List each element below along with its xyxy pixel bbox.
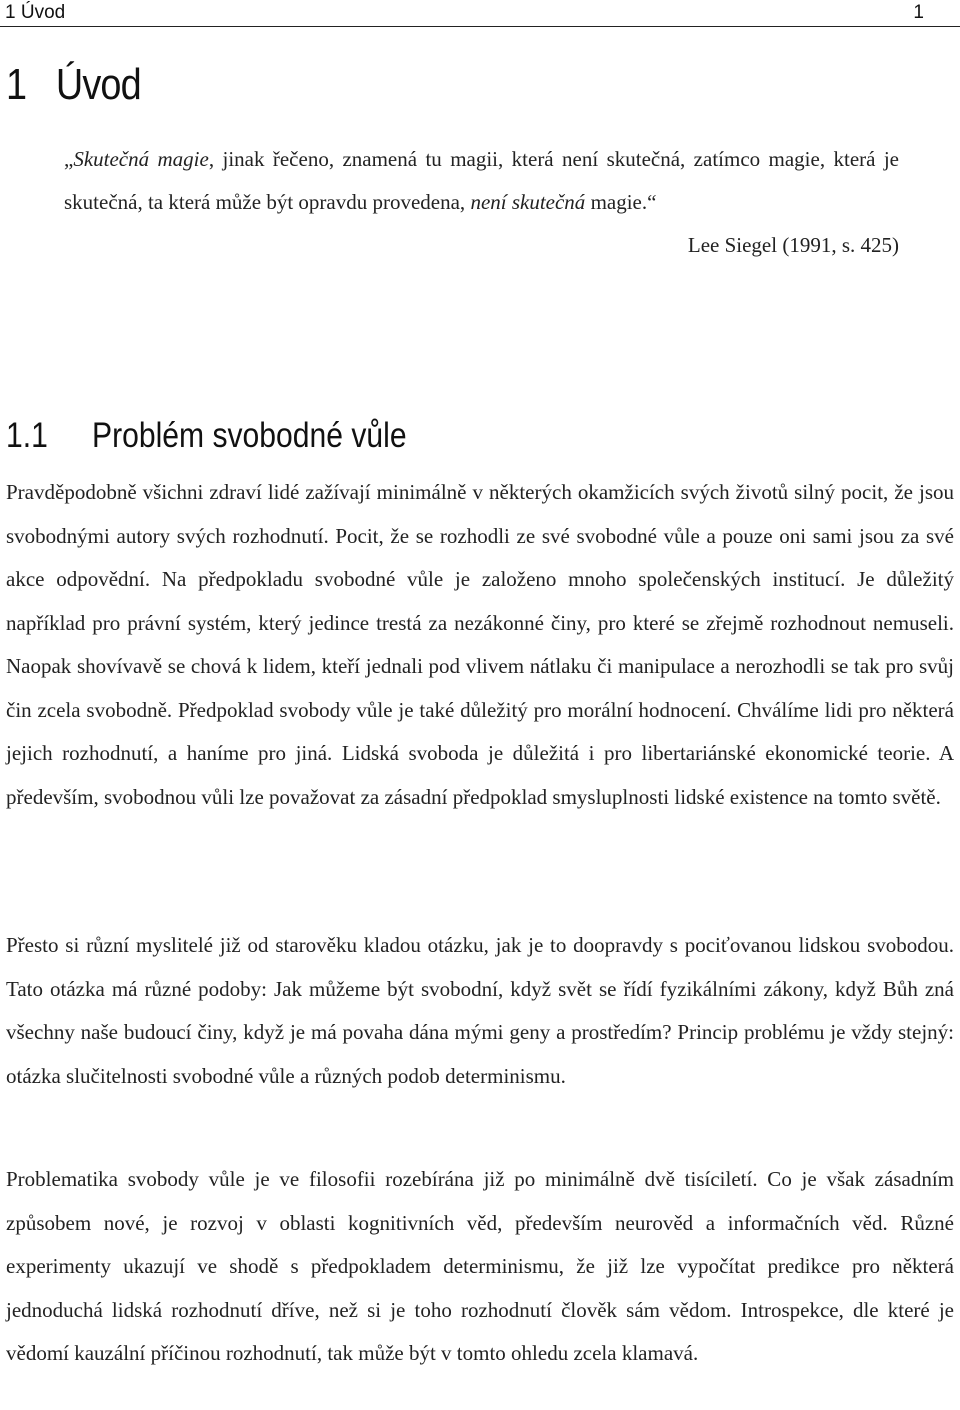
section-title <box>6 416 407 456</box>
body-paragraph: Pravděpodobně všichni zdraví lidé zažívají minimálně v některých okamžicích svých životů silný pocit, že jsou svobodnými autory svých rozhodnutí. Pocit, že se rozhodli ze své svobodné vůle a pouze oni sami jsou za své akce odpovědní. Na předpokladu svobodné vůle je založeno mnoho společenských institucí. Je důležitý například pro právní systém, který jedince trestá za nezákonné činy, pro které se zřejmě rozhodnout nemuseli. Naopak shovívavě se chová k lidem, kteří jednali pod vlivem nátlaku či manipulace a nerozhodli se tak pro svůj čin zcela svobodně. Předpoklad svobody vůle je také důležitý pro morální hodnocení. Chválíme lidi pro některá jejich rozhodnutí, a haníme pro jiná. Lidská svoboda je důležitá i pro libertariánské ekonomické teorie. A především, svobodnou vůli lze považovat za zásadní předpoklad smysluplnosti lidské existence na tomto světě. <box>6 480 954 809</box>
epigraph-term-real-magic: Skutečná magie <box>73 147 209 171</box>
epigraph <box>64 138 899 267</box>
running-header-chapter: 1 Úvod <box>5 2 66 23</box>
chapter-title <box>6 60 141 110</box>
body-paragraph: Přesto si různí myslitelé již od starověku kladou otázku, jak je to doopravdy s pociťovanou lidskou svobodou. Tato otázka má různé podoby: Jak můžeme být svobodní, když svět se řídí fyzikálními zákony, když Bůh zná všechny naše budoucí činy, když je má povaha dána mými geny a prostředím? Princip problému je vždy stejný: otázka slučitelnosti svobodné vůle a různých podob determinismu. <box>6 933 954 1088</box>
body-paragraph: Problematika svobody vůle je ve filosofii rozebírána již po minimálně dvě tisíciletí. Co je však zásadním způsobem nové, je rozvoj v oblasti kognitivních věd, především neurověd a informačních věd. Různé experimenty ukazují ve shodě s předpokladem determinismu, že již lze vypočítat predikce pro některá jednoduchá lidská rozhodnutí dříve, než si je toho rozhodnutí člověk sám vědom. Introspekce, dle které je vědomí kauzální příčinou rozhodnutí, tak může být v tomto ohledu zcela klamavá. <box>6 1167 954 1365</box>
epigraph-term-not-real-magic: není skutečná <box>470 190 586 214</box>
chapter-number: 1 <box>6 60 27 109</box>
section-title-text: Problém svobodné vůle <box>92 416 407 455</box>
quote-open-mark: „ <box>64 147 74 171</box>
epigraph-source: Lee Siegel (1991, s. 425) <box>687 233 899 257</box>
header-rule <box>0 26 960 27</box>
running-header <box>0 0 960 26</box>
epigraph-quote <box>64 138 899 224</box>
chapter-title-text: Úvod <box>55 60 141 109</box>
page-number: 1 <box>913 2 924 23</box>
epigraph-text-part1: , jinak řečeno, znamená tu magii, která není skutečná, zatímco magie, která je skutečná, ta která může být opravdu provedena, <box>64 147 899 214</box>
epigraph-text-part2: magie.“ <box>585 190 657 214</box>
section-number: 1.1 <box>6 416 48 455</box>
